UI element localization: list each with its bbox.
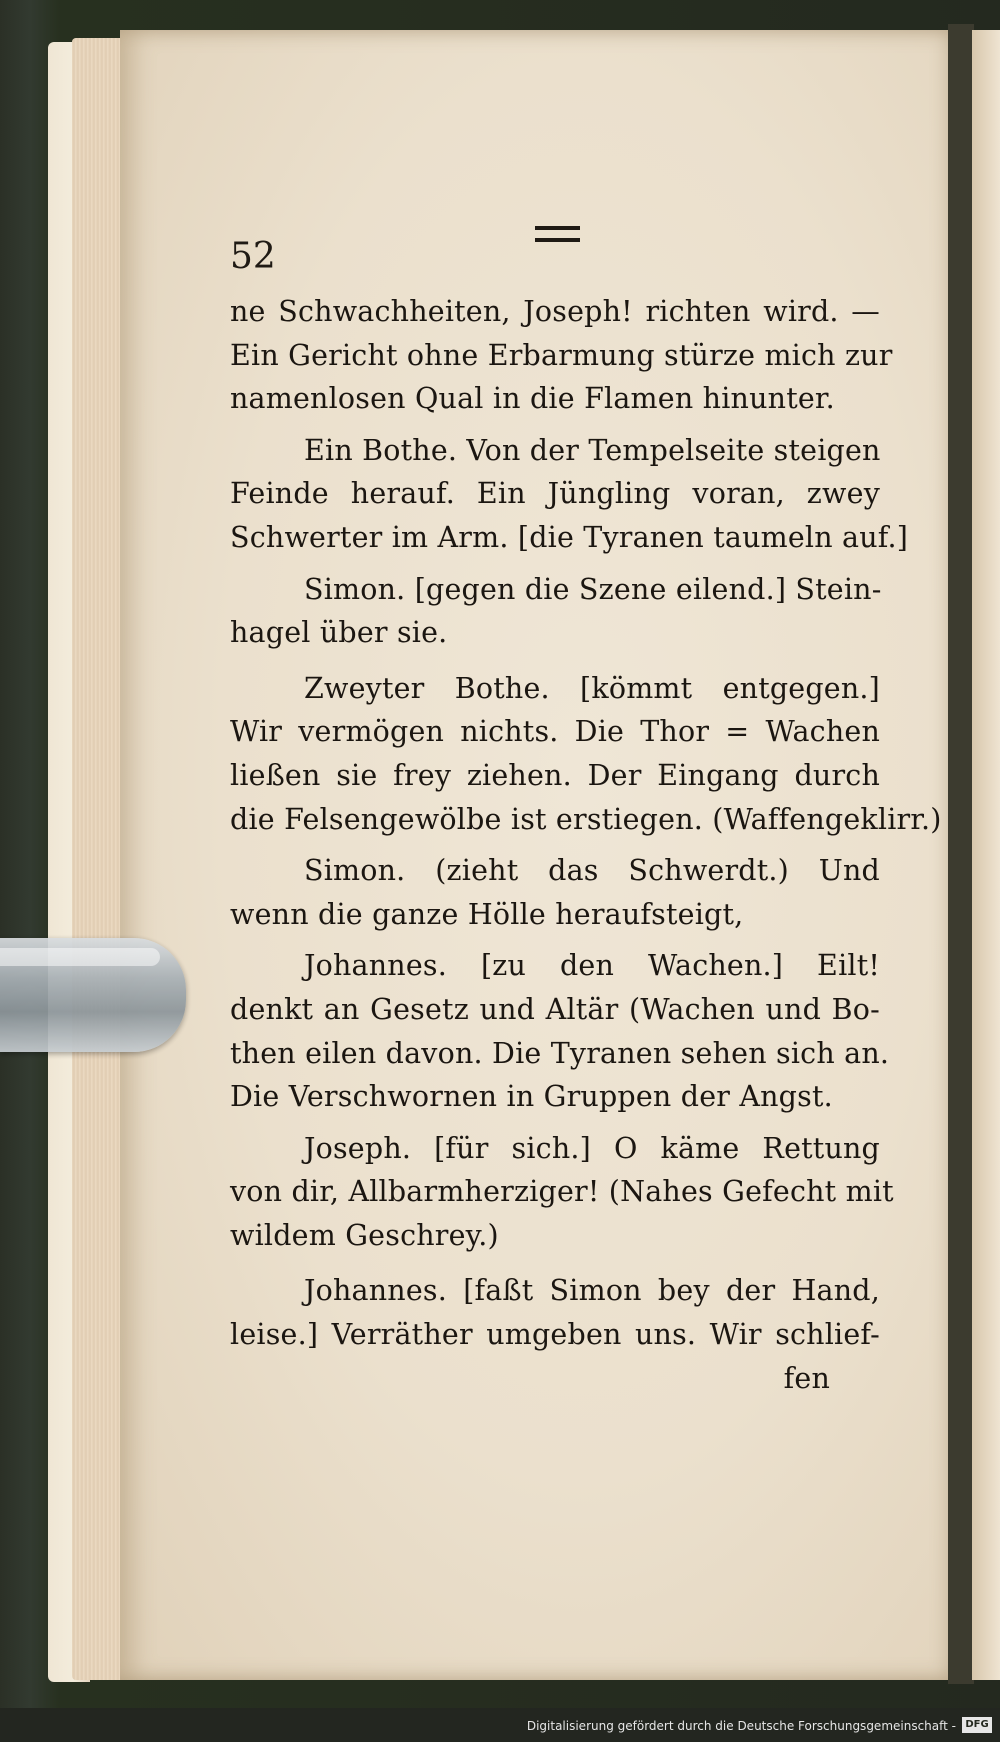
- text-line: Simon. [gegen die Szene eilend.] Stein-: [304, 572, 882, 606]
- text-line: Zweyter Bothe. [kömmt entgegen.]: [304, 671, 880, 705]
- text-line: Joseph. [für sich.] O käme Rettung: [304, 1131, 880, 1165]
- text-line: wildem Geschrey.): [230, 1218, 499, 1252]
- text-line: ne Schwachheiten, Joseph! richten wird. —: [230, 295, 880, 328]
- bookmark-highlight: [0, 948, 160, 966]
- footer-credit: Digitalisierung gefördert durch die Deutsche Forschungsgemeinschaft -: [526, 1719, 956, 1733]
- text-line: Ein Gericht ohne Erbarmung stürze mich zur: [230, 338, 893, 372]
- text-line: Schwerter im Arm. [die Tyranen taumeln auf.]: [230, 520, 909, 554]
- text-line: Johannes. [zu den Wachen.] Eilt!: [304, 949, 880, 983]
- text-line: hagel über sie.: [230, 616, 448, 650]
- text-line: denkt an Gesetz und Altär (Wachen und Bo-: [230, 992, 880, 1026]
- header-rule-top: [535, 226, 580, 230]
- text-line: ließen sie frey ziehen. Der Eingang durch: [230, 758, 880, 792]
- text-line: Ein Bothe. Von der Tempelseite steigen: [304, 433, 881, 467]
- text-line: Simon. (zieht das Schwerdt.) Und: [304, 854, 880, 888]
- text-line: von dir, Allbarmherziger! (Nahes Gefecht mit: [230, 1175, 894, 1209]
- header-rule-bottom: [535, 238, 580, 242]
- catchword: fen: [783, 1361, 830, 1395]
- text-line: namenlosen Qual in die Flamen hinunter.: [230, 382, 835, 416]
- text-line: Wir vermögen nichts. Die Thor = Wachen: [230, 715, 880, 749]
- page-number: 52: [230, 236, 276, 277]
- dfg-logo: DFG: [962, 1717, 992, 1733]
- text-line: wenn die ganze Hölle heraufsteigt,: [230, 897, 744, 931]
- text-line: Die Verschwornen in Gruppen der Angst.: [230, 1080, 833, 1114]
- book-gutter: [948, 24, 974, 1684]
- page-text: [230, 290, 942, 1400]
- text-line: Johannes. [faßt Simon bey der Hand,: [304, 1274, 880, 1308]
- text-line: leise.] Verräther umgeben uns. Wir schlief-: [230, 1318, 880, 1352]
- text-line: then eilen davon. Die Tyranen sehen sich an.: [230, 1036, 890, 1070]
- text-line: Feinde herauf. Ein Jüngling voran, zwey: [230, 477, 880, 511]
- right-page-sliver: [972, 30, 1000, 1680]
- text-line: die Felsengewölbe ist erstiegen. (Waffengeklirr.): [230, 802, 942, 836]
